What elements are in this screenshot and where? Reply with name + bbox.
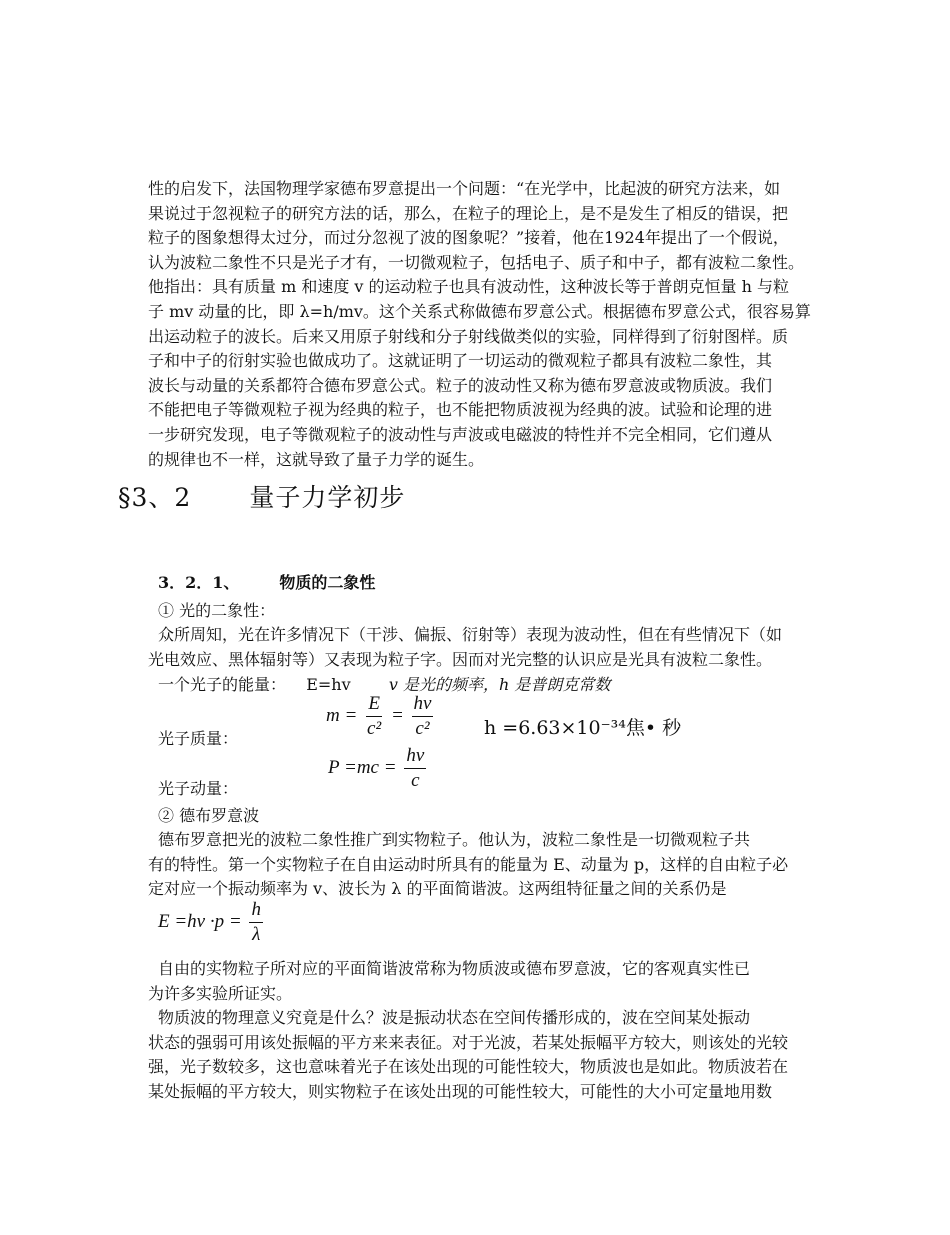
paragraph-debroglie-history — [148, 177, 836, 472]
energy-formula: E=hv — [306, 675, 351, 694]
text-line: 定对应一个振动频率为 v、波长为 λ 的平面简谐波。这两组特征量之间的关系仍是 — [148, 879, 727, 899]
text-line: 众所周知，光在许多情况下（干涉、偏振、衍射等）表现为波动性，但在有些情况下（如 — [158, 625, 783, 644]
debroglie-formula: E =hv ·p = $\frac{h}{\lambda}$ — [158, 899, 261, 945]
text-line: 子和中子的衍射实验也做成功了。这就证明了一切运动的微观粒子都具有波粒二象性，其 — [148, 351, 773, 371]
subsection-title: 物质的二象性 — [279, 573, 376, 592]
paragraph-debroglie-wave — [148, 828, 836, 902]
fraction: $\frac{E}{\text{c²}}$ — [367, 693, 382, 739]
text-line: 子 mv 动量的比，即 λ=h/mv。这个关系式称做德布罗意公式。根据德布罗意公式，很容易算 — [148, 301, 811, 321]
section-title: 量子力学初步 — [249, 483, 406, 512]
text-line: 某处振幅的平方较大，则实物粒子在该处出现的可能性较大，可能性的大小可定量地用数 — [148, 1081, 773, 1101]
text-line: 物质波的物理意义究竟是什么？波是振动状态在空间传播形成的，波在空间某处振动 — [158, 1008, 751, 1027]
photon-mass-formula: m = $\frac{E}{\text{c²}}$ = $\frac{hv}{\text{c²}}$ — [326, 693, 432, 739]
item-debroglie-wave: ② 德布罗意波 — [158, 806, 260, 825]
photon-momentum-label: 光子动量： — [158, 779, 239, 798]
planck-constant: h =6.63×10⁻³⁴焦• 秒 — [484, 717, 682, 739]
subsection-number: 3．2．1、 — [158, 573, 240, 592]
text-line: 不能把电子等微观粒子视为经典的粒子，也不能把物质波视为经典的波。试验和论理的进 — [148, 400, 773, 420]
photon-mass-label: 光子质量： — [158, 729, 239, 748]
fraction: $\frac{hv}{\text{c²}}$ — [413, 693, 432, 739]
text-line: 一步研究发现，电子等微观粒子的波动性与声波或电磁波的特性并不完全相同，它们遵从 — [148, 424, 773, 444]
section-number: §3、2 — [118, 483, 192, 512]
item-light-duality: ① 光的二象性： — [158, 601, 276, 620]
text-line: 他指出：具有质量 m 和速度 v 的运动粒子也具有波动性，这种波长等于普朗克恒量 h 与粒 — [148, 277, 790, 297]
text-line: 波长与动量的关系都符合德布罗意公式。粒子的波动性又称为德布罗意波或物质波。我们 — [148, 375, 773, 395]
text-line: 的规律也不一样，这就导致了量子力学的诞生。 — [148, 449, 485, 469]
fraction: $\frac{h}{\lambda}$ — [251, 899, 261, 945]
section-heading — [118, 478, 405, 514]
energy-label: 一个光子的能量： — [158, 675, 287, 694]
text-line: 粒子的图象想得太过分，而过分忽视了波的图象呢？”接着，他在1924年提出了一个假说， — [148, 228, 789, 248]
text-line: 强，光子数较多，这也意味着光子在该处出现的可能性较大，物质波也是如此。物质波若在 — [148, 1057, 789, 1077]
subsection-heading — [158, 570, 375, 593]
text-line: 性的启发下，法国物理学家德布罗意提出一个问题：“在光学中，比起波的研究方法来，如 — [148, 179, 781, 198]
text-line: 果说过于忽视粒子的研究方法的话，那么，在粒子的理论上，是不是发生了相反的错误，把 — [148, 203, 789, 223]
paragraph-matter-wave — [148, 957, 836, 1006]
text-line: 认为波粒二象性不只是光子才有，一切微观粒子，包括电子、质子和中子，都有波粒二象性。 — [148, 252, 805, 272]
text-line: 为许多实验所证实。 — [148, 983, 293, 1003]
energy-note: v 是光的频率，h 是普朗克常数 — [388, 675, 611, 694]
text-line: 光电效应、黑体辐射等）又表现为粒子字。因而对光完整的认识应是光具有波粒二象性。 — [148, 649, 773, 669]
fraction: $\frac{hv}{c}$ — [406, 745, 425, 791]
text-line: 德布罗意把光的波粒二象性推广到实物粒子。他认为，波粒二象性是一切微观粒子共 — [158, 830, 751, 849]
text-line: 出运动粒子的波长。后来又用原子射线和分子射线做类似的实验，同样得到了衍射图样。质 — [148, 326, 789, 346]
text-line: 状态的强弱可用该处振幅的平方来来表征。对于光波，若某处振幅平方较大，则该处的光较 — [148, 1032, 789, 1052]
photon-momentum-formula: P =mc = $\frac{hv}{c}$ — [328, 745, 425, 791]
text-line: 自由的实物粒子所对应的平面简谐波常称为物质波或德布罗意波，它的客观真实性已 — [158, 959, 751, 978]
text-line: 有的特性。第一个实物粒子在自由运动时所具有的能量为 E、动量为 p，这样的自由粒子必 — [148, 854, 789, 874]
paragraph-physical-meaning — [148, 1006, 836, 1104]
paragraph-light-duality — [148, 623, 836, 672]
